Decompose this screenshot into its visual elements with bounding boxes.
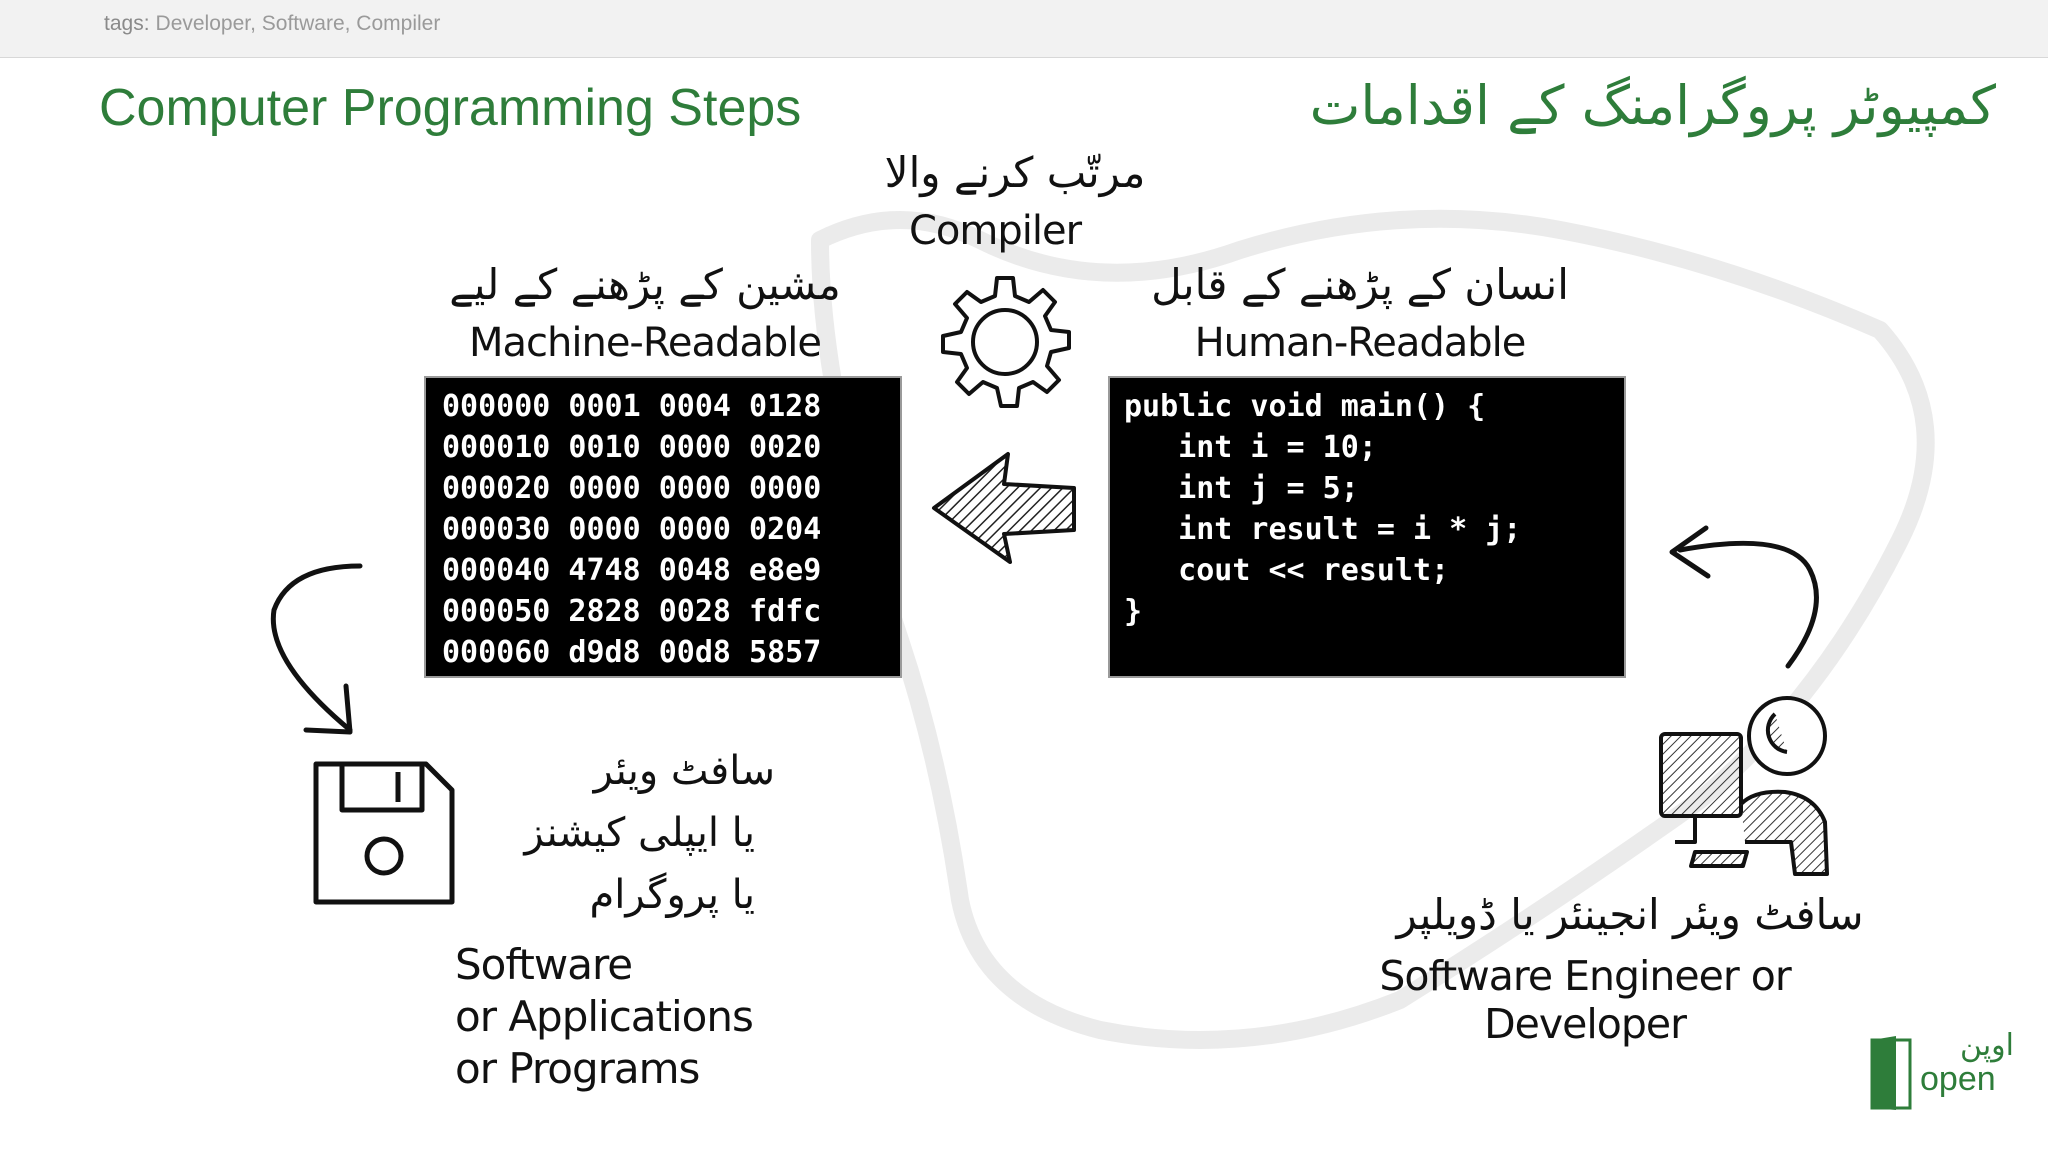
code-line: 000010 0010 0000 0020 <box>442 430 822 465</box>
code-line: 000060 d9d8 00d8 5857 <box>442 635 822 670</box>
code-line: 000020 0000 0000 0000 <box>442 471 822 506</box>
machine-readable-label: Machine-Readable <box>468 320 821 366</box>
developer-at-computer-icon <box>1655 692 1840 878</box>
human-readable-label-urdu: انسان کے پڑھنے کے قابل <box>1151 260 1569 309</box>
logo-urdu-text: اوپن <box>1960 1028 2015 1063</box>
code-line: 000000 0001 0004 0128 <box>442 389 822 424</box>
code-line: public void main() { <box>1124 389 1486 424</box>
code-line: } <box>1124 594 1143 629</box>
software-label-urdu-1: سافٹ ویئر <box>593 748 775 794</box>
gear-icon <box>925 272 1085 432</box>
source-code-box <box>1108 376 1626 678</box>
software-label-3: or Programs <box>455 1044 700 1093</box>
floppy-disk-icon <box>312 760 458 910</box>
compiler-label: Compiler <box>908 208 1082 254</box>
code-line: 000030 0000 0000 0204 <box>442 512 822 547</box>
page-title-urdu: کمپیوٹر پروگرامنگ کے اقدامات <box>1309 74 1996 137</box>
code-line: 000050 2828 0028 fdfc <box>442 594 822 629</box>
software-label-2: or Applications <box>455 992 753 1041</box>
machine-readable-label-urdu: مشین کے پڑھنے کے لیے <box>449 260 841 309</box>
code-line: int j = 5; <box>1124 471 1359 506</box>
left-arrow-icon <box>930 450 1080 565</box>
door-icon <box>1870 1036 1916 1110</box>
page-title-english: Computer Programming Steps <box>99 79 802 137</box>
human-readable-label: Human-Readable <box>1194 320 1526 366</box>
software-label-urdu-2: یا ایپلی کیشنز <box>524 810 755 856</box>
compiler-label-urdu: مرتّب کرنے والا <box>884 148 1146 197</box>
developer-label: Software Engineer or Developer <box>1379 952 1791 1048</box>
code-line: int i = 10; <box>1124 430 1377 465</box>
tags-value: Developer, Software, Compiler <box>155 12 441 35</box>
open-logo <box>1870 1030 2020 1114</box>
tags-label: tags: <box>104 12 150 35</box>
software-label-urdu-3: یا پروگرام <box>589 872 755 918</box>
machine-code-box <box>424 376 902 678</box>
curved-arrow-up-icon <box>1660 520 1830 670</box>
code-line: 000040 4748 0048 e8e9 <box>442 553 822 588</box>
code-line: cout << result; <box>1124 553 1450 588</box>
code-line: int result = i * j; <box>1124 512 1522 547</box>
software-label-1: Software <box>455 940 633 989</box>
developer-label-urdu: سافٹ ویئر انجینئر یا ڈویلپر <box>1396 890 1864 939</box>
logo-text: open <box>1920 1060 1996 1098</box>
curved-arrow-down-icon <box>260 560 380 740</box>
